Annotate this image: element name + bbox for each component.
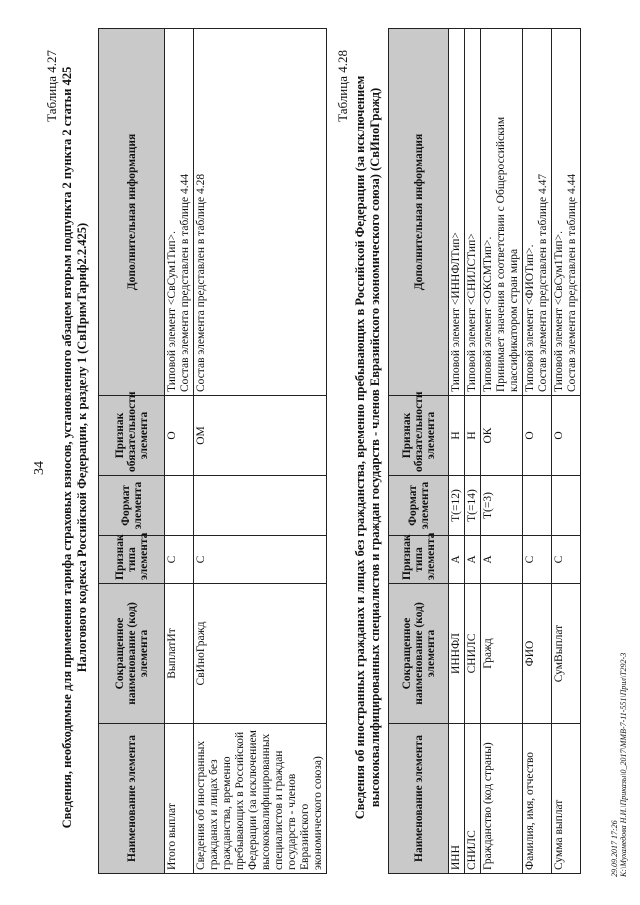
table-4-27-header-row (99, 29, 165, 874)
cell-name: СНИЛС (465, 724, 481, 874)
cell-type: А (465, 536, 481, 584)
cell-code: ФИО (523, 584, 552, 724)
column-header-type: Признак типа элемента (389, 536, 449, 584)
cell-name: Гражданство (код страны) (481, 724, 523, 874)
cell-required: О (552, 396, 581, 476)
column-header-code: Сокращенное наименование (код) элемента (389, 584, 449, 724)
cell-required: Н (465, 396, 481, 476)
cell-format: T(=14) (465, 476, 481, 536)
cell-code: СумВыплат (552, 584, 581, 724)
cell-info: Типовой элемент <ФИОТип>. Состав элемента представлен в таблице 4.47 (523, 29, 552, 396)
cell-format (552, 476, 581, 536)
table-row (523, 29, 552, 874)
cell-name: ИНН (449, 724, 465, 874)
file-stamp (610, 653, 628, 877)
table-4-28-heading-line-1: Сведения об иностранных гражданах и лицах без гражданства, временно пребывающих в Российской Федерации (за исключением (353, 75, 367, 820)
cell-code: ИННФЛ (449, 584, 465, 724)
column-header-name: Наименование элемента (99, 724, 165, 874)
cell-format (165, 476, 194, 536)
table-row (449, 29, 465, 874)
file-stamp-date: 29.09.2017 17:26 (610, 820, 619, 877)
cell-info: Типовой элемент <СНИЛСТип> (465, 29, 481, 396)
cell-info: Типовой элемент <ИННФЛТип> (449, 29, 465, 396)
cell-format: T(=3) (481, 476, 523, 536)
column-header-name: Наименование элемента (389, 724, 449, 874)
table-row (465, 29, 481, 874)
table-4-27-heading (60, 30, 90, 865)
file-stamp-path: К:\Мухамедова Н.И.\Приказы\0_2017\ММВ-7-11-551\Прил\Т292-3 (619, 652, 628, 877)
table-4-28-header-row (389, 29, 449, 874)
column-header-info: Дополнительная информация (99, 29, 165, 396)
column-header-type: Признак типа элемента (99, 536, 165, 584)
cell-code: ВыплатИт (165, 584, 194, 724)
cell-info: Типовой элемент <СвСум1Тип>. Состав элемента представлен в таблице 4.44 (165, 29, 194, 396)
table-row (194, 29, 327, 874)
cell-name: Итого выплат (165, 724, 194, 874)
cell-info: Типовой элемент <СвСум1Тип>. Состав элемента представлен в таблице 4.44 (552, 29, 581, 396)
table-row (165, 29, 194, 874)
cell-type: С (552, 536, 581, 584)
cell-required: ОМ (194, 396, 327, 476)
table-4-27-heading-line-2: Налогового кодекса Российской Федерации, к разделу 1 (СвПримТариф2.2.425) (75, 222, 89, 673)
table-4-28-heading-line-2: высококвалифицированных специалистов и граждан государств - членов Евразийского экономического союза) (СвИноГражд) (368, 87, 382, 808)
column-header-code: Сокращенное наименование (код) элемента (99, 584, 165, 724)
column-header-info: Дополнительная информация (389, 29, 449, 396)
cell-required: О (165, 396, 194, 476)
table-4-27 (98, 28, 327, 874)
cell-required: Н (449, 396, 465, 476)
column-header-required: Признак обязательности элемента (99, 396, 165, 476)
cell-type: С (523, 536, 552, 584)
cell-required: О (523, 396, 552, 476)
cell-format (194, 476, 327, 536)
table-4-28-heading (353, 30, 383, 865)
cell-name: Фамилия, имя, отчество (523, 724, 552, 874)
cell-code: Гражд (481, 584, 523, 724)
cell-type: А (481, 536, 523, 584)
table-4-27-caption: Таблица 4.27 (44, 50, 59, 122)
cell-info: Состав элемента представлен в таблице 4.28 (194, 29, 327, 396)
cell-code: СвИноГражд (194, 584, 327, 724)
cell-type: А (449, 536, 465, 584)
cell-name: Сведения об иностранных гражданах и лицах без гражданства, временно пребывающих в Российской Федерации (за исключением высококвалифицированных специалистов и граждан государств - членов Евразийского экономического союза) (194, 724, 327, 874)
table-row (481, 29, 523, 874)
cell-type: С (165, 536, 194, 584)
column-header-required: Признак обязательности элемента (389, 396, 449, 476)
cell-format: T(=12) (449, 476, 465, 536)
cell-code: СНИЛС (465, 584, 481, 724)
cell-format (523, 476, 552, 536)
cell-name: Сумма выплат (552, 724, 581, 874)
cell-required: ОК (481, 396, 523, 476)
table-row (552, 29, 581, 874)
page-number: 34 (32, 461, 47, 475)
table-4-28 (388, 28, 581, 874)
cell-info: Типовой элемент <ОКСМТип>. Принимает значения в соответствии с Общероссийским классификатором стран мира (481, 29, 523, 396)
column-header-format: Формат элемента (389, 476, 449, 536)
table-4-28-caption: Таблица 4.28 (335, 50, 350, 122)
column-header-format: Формат элемента (99, 476, 165, 536)
cell-type: С (194, 536, 327, 584)
table-4-27-heading-line-1: Сведения, необходимые для применения тарифа страховых взносов, установленного абзацем вторым подпункта 2 пункта 2 статьи 425 (60, 66, 74, 829)
